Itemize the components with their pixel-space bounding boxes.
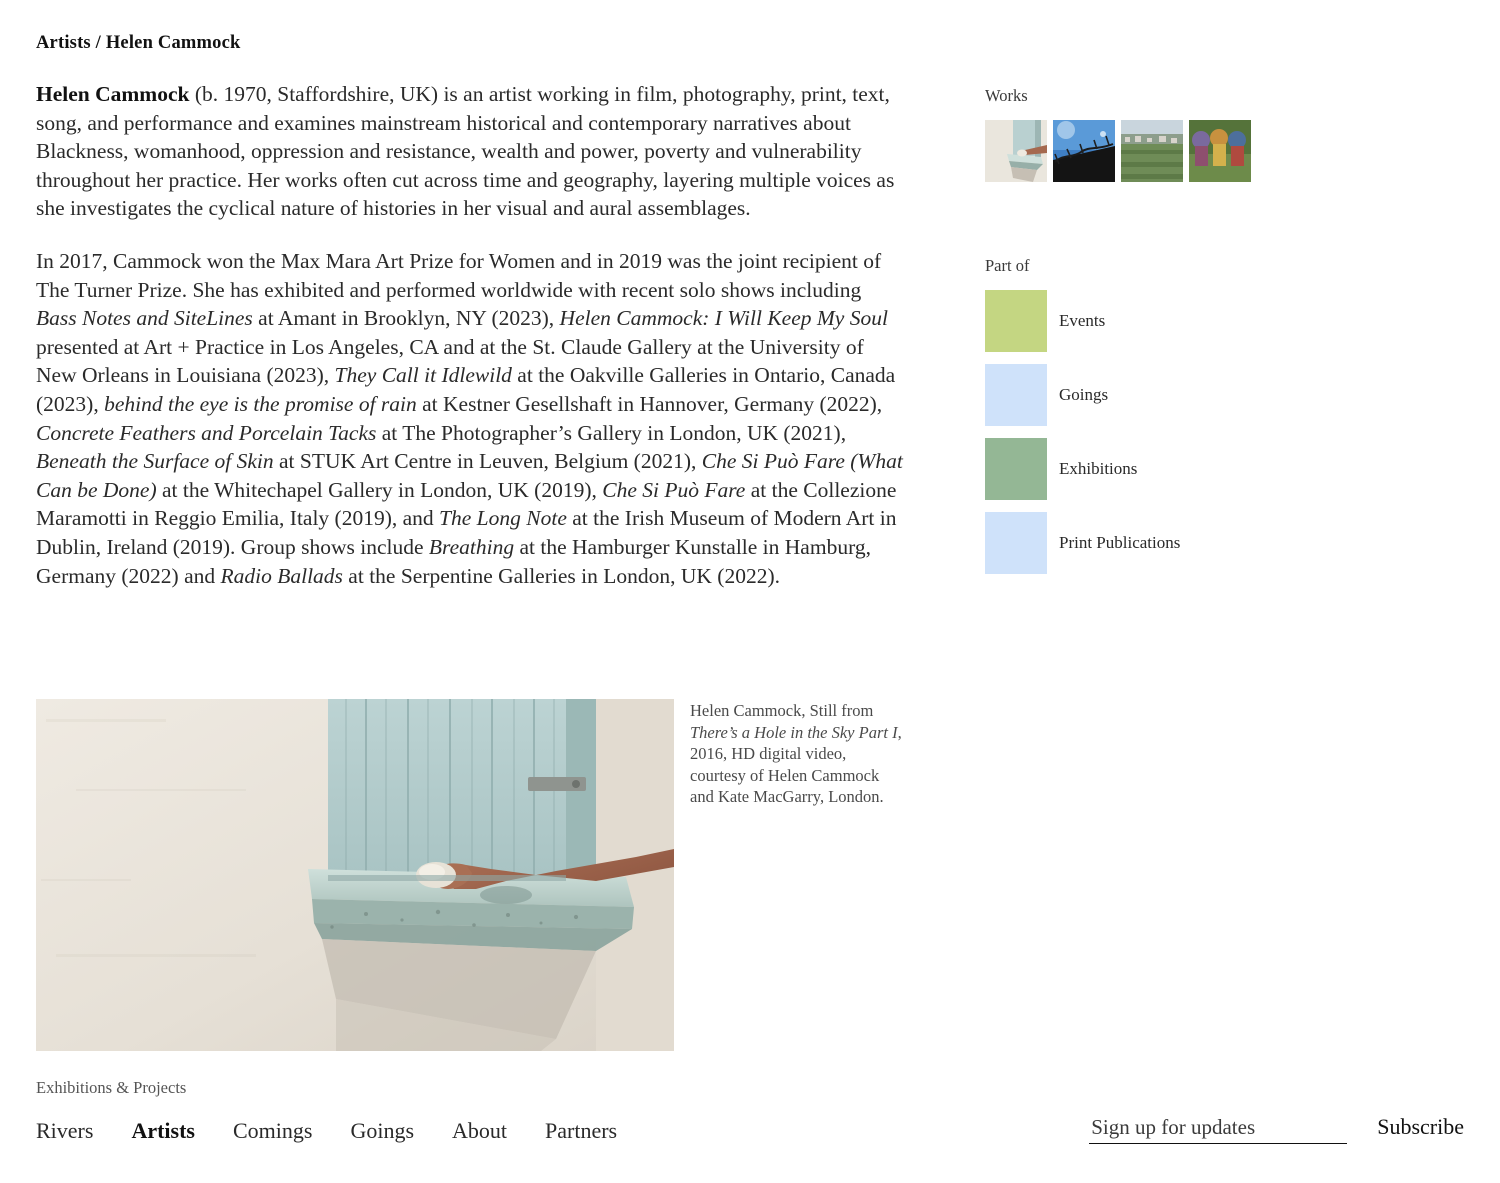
p2-title-11: Radio Ballads — [220, 563, 343, 588]
p2-title-8: Che Si Può Fare — [602, 477, 746, 502]
work-thumb-2[interactable] — [1053, 120, 1115, 182]
p2-seg-9: at the Collezione Maramotti in Reggio Emilia, Italy (2019), and — [36, 477, 897, 531]
nav-item-about[interactable]: About — [452, 1118, 508, 1143]
works-thumbnail-list — [985, 120, 1455, 182]
nav-item-rivers[interactable]: Rivers — [36, 1118, 94, 1143]
p2-seg-11: at the Hamburger Kunstalle in Hamburg, Germany (2022) and — [36, 534, 871, 588]
artist-name-lead: Helen Cammock — [36, 82, 190, 106]
swatch-goings — [985, 364, 1047, 426]
p2-seg-4: at the Oakville Galleries in Ontario, Canada (2023), — [36, 363, 896, 416]
artwork-image[interactable] — [36, 699, 674, 1051]
p2-title-3: They Call it Idlewild — [334, 363, 512, 388]
p2-title-4: behind the eye is the promise of rain — [104, 391, 417, 416]
main-nav — [36, 1118, 617, 1144]
footer-note: Exhibitions & Projects — [36, 1078, 187, 1097]
works-section — [985, 86, 1455, 182]
part-of-item-goings[interactable] — [985, 364, 1455, 426]
part-of-item-exhibitions[interactable] — [985, 438, 1455, 500]
part-of-item-print-publications[interactable] — [985, 512, 1455, 574]
p2-seg-8: at the Whitechapel Gallery in London, UK (2019), — [156, 477, 603, 502]
artist-bio — [36, 80, 904, 614]
p2-seg-3: presented at Art + Practice in Los Angeles, CA and at the St. Claude Gallery at the University of New Orleans in Louisiana (2023), — [36, 334, 864, 388]
part-of-item-events[interactable] — [985, 290, 1455, 352]
work-thumb-1[interactable] — [985, 120, 1047, 182]
bio-paragraph-1 — [36, 80, 904, 223]
p2-title-10: Breathing — [428, 534, 515, 559]
nav-item-artists[interactable]: Artists — [131, 1118, 195, 1143]
swatch-events — [985, 290, 1047, 352]
part-of-label-goings: Goings — [1059, 385, 1109, 404]
p2-title-6: Beneath the Surface of Skin — [36, 449, 274, 474]
bio-paragraph-1-rest: (b. 1970, Staffordshire, UK) is an artist working in film, photography, print, text, song, and performance and examines mainstream historical and contemporary narratives about Blackness, womanhood, oppression and resistance, wealth and power, poverty and vulnerability throughout her practice. Her works often cut across time and geography, layering multiple voices as she investigates the cyclical nature of histories in her visual and aural assemblages. — [36, 82, 895, 221]
nav-item-comings[interactable]: Comings — [233, 1118, 313, 1143]
breadcrumb-text: Artists / Helen Cammock — [36, 33, 241, 53]
p2-seg-1: In 2017, Cammock won the Max Mara Art Prize for Women and in 2019 was the joint recipient of The Turner Prize. She has exhibited and performed worldwide with recent solo shows including — [36, 248, 882, 302]
swatch-print-publications — [985, 512, 1047, 574]
p2-seg-10: at the Irish Museum of Modern Art in Dublin, Ireland (2019). Group shows include — [36, 506, 897, 559]
part-of-label-events: Events — [1059, 311, 1106, 330]
caption-part-2: , 2016, HD digital video, courtesy of Helen Cammock and Kate MacGarry, London. — [690, 722, 902, 806]
p2-title-5: Concrete Feathers and Porcelain Tacks — [36, 420, 377, 445]
p2-title-7: Che Si Può Fare (What Can be Done) — [36, 449, 903, 502]
part-of-section — [985, 256, 1455, 586]
work-thumb-4[interactable] — [1189, 120, 1251, 182]
subscribe-button[interactable]: Subscribe — [1377, 1114, 1464, 1139]
signup-input[interactable] — [1089, 1115, 1347, 1144]
bio-paragraph-2 — [36, 247, 904, 590]
p2-title-1: Bass Notes and SiteLines — [36, 306, 253, 331]
nav-item-goings[interactable]: Goings — [350, 1118, 415, 1143]
part-of-label-exhibitions: Exhibitions — [1059, 459, 1138, 478]
breadcrumb[interactable] — [36, 33, 240, 54]
swatch-exhibitions — [985, 438, 1047, 500]
work-thumb-3[interactable] — [1121, 120, 1183, 182]
p2-title-2: Helen Cammock: I Will Keep My Soul — [559, 306, 888, 331]
part-of-label-print-publications: Print Publications — [1059, 533, 1181, 552]
p2-title-9: The Long Note — [439, 506, 567, 531]
caption-part-1: Helen Cammock, Still from — [690, 701, 874, 720]
artwork-caption — [690, 700, 905, 808]
works-label: Works — [985, 86, 1028, 105]
p2-seg-12: at the Serpentine Galleries in London, UK (2022). — [342, 563, 780, 588]
p2-seg-7: at STUK Art Centre in Leuven, Belgium (2021), — [273, 449, 702, 474]
nav-item-partners[interactable]: Partners — [545, 1118, 618, 1143]
p2-seg-5: at Kestner Gesellshaft in Hannover, Germany (2022), — [416, 391, 883, 416]
part-of-label: Part of — [985, 256, 1030, 275]
newsletter-signup — [1089, 1114, 1464, 1144]
caption-work-title: There’s a Hole in the Sky Part I — [690, 722, 898, 742]
p2-seg-6: at The Photographer’s Gallery in London, UK (2021), — [376, 420, 847, 445]
p2-seg-2: at Amant in Brooklyn, NY (2023), — [252, 306, 560, 331]
